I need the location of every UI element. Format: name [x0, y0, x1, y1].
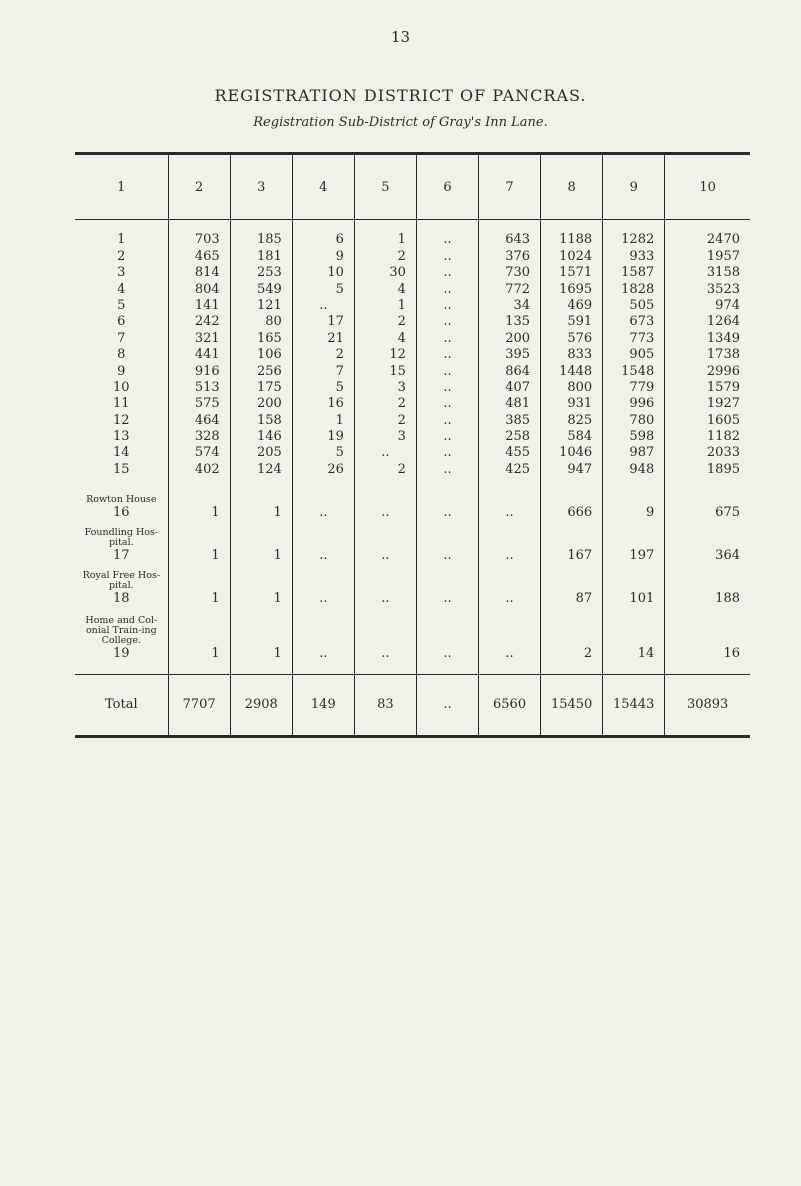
- table-body: [75, 220, 750, 675]
- row-note: Royal Free Hos-pital.: [82, 569, 161, 591]
- table-cell: 1828: [603, 281, 665, 297]
- row-note: Rowton House: [86, 493, 157, 505]
- spacer-cell: [603, 220, 665, 233]
- table-cell: 673: [603, 314, 665, 330]
- table-cell: 321: [168, 330, 230, 346]
- table-cell: 481: [479, 396, 541, 412]
- row-note: Foundling Hos-pital.: [84, 526, 159, 548]
- page-subtitle: Registration Sub-District of Gray's Inn Lane.: [253, 115, 548, 130]
- statistics-table-container: [75, 152, 750, 738]
- table-cell: 948: [603, 461, 665, 477]
- total-label: Total: [75, 674, 168, 736]
- table-cell: 773: [603, 330, 665, 346]
- table-cell: 3158: [665, 265, 750, 281]
- table-cell: 256: [230, 363, 292, 379]
- table-cell: 34: [479, 298, 541, 314]
- table-cell: 464: [168, 412, 230, 428]
- table-cell: 1587: [603, 265, 665, 281]
- table-cell: 1: [354, 298, 416, 314]
- row-label-cell: 8: [117, 347, 126, 363]
- table-cell: 772: [479, 281, 541, 297]
- table-cell: 1046: [541, 445, 603, 461]
- table-cell: 200: [479, 330, 541, 346]
- column-header: 5: [354, 154, 416, 220]
- column-header: 10: [665, 154, 750, 220]
- table-cell: 598: [603, 429, 665, 445]
- page-title: REGISTRATION DISTRICT OF PANCRAS.: [214, 86, 587, 105]
- column-header: 8: [541, 154, 603, 220]
- table-cell: 703: [168, 232, 230, 248]
- table-cell: ..: [354, 445, 416, 461]
- table-cell: ..: [416, 521, 478, 564]
- table-cell: 15: [354, 363, 416, 379]
- spacer-cell: [75, 662, 168, 675]
- table-cell: 576: [541, 330, 603, 346]
- table-cell: 1349: [665, 330, 750, 346]
- table-cell: 780: [603, 412, 665, 428]
- row-label-cell: 11: [113, 396, 130, 412]
- table-cell: 188: [665, 564, 750, 607]
- spacer-cell: [665, 662, 750, 675]
- table-cell: 9: [292, 248, 354, 264]
- spacer-cell: [354, 662, 416, 675]
- table-cell: ..: [416, 281, 478, 297]
- table-cell: ..: [292, 564, 354, 607]
- table-cell: 121: [230, 298, 292, 314]
- row-number: 16: [113, 504, 130, 520]
- table-cell: 643: [479, 232, 541, 248]
- row-label-cell: [75, 564, 168, 607]
- row-label-cell: 2: [117, 248, 126, 264]
- table-cell: ..: [479, 478, 541, 521]
- header-row: [75, 154, 750, 220]
- row-label-cell: [75, 478, 168, 521]
- table-cell: 1571: [541, 265, 603, 281]
- table-cell: 1: [168, 478, 230, 521]
- table-cell: 2996: [665, 363, 750, 379]
- row-label-cell: [75, 521, 168, 564]
- spacer-cell: [541, 220, 603, 233]
- table-row: [75, 265, 750, 281]
- table-cell: 1024: [541, 248, 603, 264]
- row-label-cell: 5: [117, 297, 126, 313]
- table-cell: 2: [354, 412, 416, 428]
- table-cell: 242: [168, 314, 230, 330]
- column-header: 2: [168, 154, 230, 220]
- spacer-cell: [230, 220, 292, 233]
- table-cell: 1957: [665, 248, 750, 264]
- table-cell: ..: [416, 607, 478, 662]
- table-cell: 185: [230, 232, 292, 248]
- table-cell: 800: [541, 380, 603, 396]
- table-row: [75, 564, 750, 607]
- row-note: Home and Col-onial Train-ing College.: [85, 614, 158, 646]
- table-cell: 1: [168, 521, 230, 564]
- table-cell: ..: [416, 265, 478, 281]
- spacer-cell: [230, 662, 292, 675]
- table-cell: ..: [416, 347, 478, 363]
- table-cell: 1448: [541, 363, 603, 379]
- total-cell: 7707: [168, 674, 230, 736]
- total-cell: 2908: [230, 674, 292, 736]
- table-cell: 205: [230, 445, 292, 461]
- table-cell: 584: [541, 429, 603, 445]
- table-cell: 3: [354, 429, 416, 445]
- table-cell: 675: [665, 478, 750, 521]
- table-cell: 135: [479, 314, 541, 330]
- table-cell: ..: [479, 521, 541, 564]
- table-cell: 1738: [665, 347, 750, 363]
- table-cell: ..: [416, 396, 478, 412]
- table-cell: 1188: [541, 232, 603, 248]
- table-cell: 2: [354, 314, 416, 330]
- table-cell: 106: [230, 347, 292, 363]
- table-cell: 666: [541, 478, 603, 521]
- table-cell: 402: [168, 461, 230, 477]
- table-cell: ..: [354, 521, 416, 564]
- table-cell: 2: [292, 347, 354, 363]
- table-cell: ..: [292, 607, 354, 662]
- spacer-cell: [665, 220, 750, 233]
- spacer-cell: [416, 662, 478, 675]
- table-row: [75, 429, 750, 445]
- spacer-cell: [292, 662, 354, 675]
- table-cell: 1: [230, 478, 292, 521]
- table-cell: ..: [354, 607, 416, 662]
- table-cell: 505: [603, 298, 665, 314]
- table-row: [75, 461, 750, 477]
- table-cell: 730: [479, 265, 541, 281]
- table-cell: ..: [292, 298, 354, 314]
- table-cell: 7: [292, 363, 354, 379]
- spacer-row: [75, 220, 750, 233]
- table-cell: ..: [416, 330, 478, 346]
- table-cell: 591: [541, 314, 603, 330]
- table-cell: 80: [230, 314, 292, 330]
- table-cell: ..: [416, 564, 478, 607]
- table-cell: 1695: [541, 281, 603, 297]
- table-cell: ..: [416, 248, 478, 264]
- table-row: [75, 412, 750, 428]
- table-cell: 1: [354, 232, 416, 248]
- table-cell: 1: [230, 564, 292, 607]
- table-cell: ..: [416, 445, 478, 461]
- table-row: [75, 347, 750, 363]
- table-cell: 197: [603, 521, 665, 564]
- spacer-cell: [292, 220, 354, 233]
- table-row: [75, 232, 750, 248]
- spacer-row: [75, 662, 750, 675]
- table-cell: 385: [479, 412, 541, 428]
- column-header: 6: [416, 154, 478, 220]
- table-cell: 465: [168, 248, 230, 264]
- table-cell: 574: [168, 445, 230, 461]
- table-row: [75, 248, 750, 264]
- spacer-cell: [603, 662, 665, 675]
- table-cell: 30: [354, 265, 416, 281]
- table-cell: 1927: [665, 396, 750, 412]
- table-cell: 17: [292, 314, 354, 330]
- table-cell: 19: [292, 429, 354, 445]
- total-cell: 6560: [479, 674, 541, 736]
- table-row: [75, 298, 750, 314]
- row-number: 18: [113, 590, 130, 606]
- row-label-cell: 14: [113, 445, 130, 461]
- table-row: [75, 363, 750, 379]
- table-cell: ..: [416, 363, 478, 379]
- spacer-cell: [354, 220, 416, 233]
- table-cell: 1182: [665, 429, 750, 445]
- table-cell: 441: [168, 347, 230, 363]
- table-cell: 996: [603, 396, 665, 412]
- table-cell: 513: [168, 380, 230, 396]
- table-cell: 253: [230, 265, 292, 281]
- table-cell: 364: [665, 521, 750, 564]
- table-cell: 2470: [665, 232, 750, 248]
- spacer-cell: [416, 220, 478, 233]
- table-cell: 825: [541, 412, 603, 428]
- table-cell: 4: [354, 281, 416, 297]
- spacer-cell: [479, 220, 541, 233]
- row-label-cell: 13: [113, 429, 130, 445]
- table-cell: 407: [479, 380, 541, 396]
- table-cell: 2033: [665, 445, 750, 461]
- table-cell: ..: [416, 314, 478, 330]
- table-cell: 933: [603, 248, 665, 264]
- table-cell: 165: [230, 330, 292, 346]
- table-cell: ..: [292, 478, 354, 521]
- table-cell: 974: [665, 298, 750, 314]
- table-cell: 258: [479, 429, 541, 445]
- table-cell: 1: [168, 564, 230, 607]
- table-row: [75, 396, 750, 412]
- table-cell: ..: [416, 298, 478, 314]
- total-cell: 83: [354, 674, 416, 736]
- table-cell: 905: [603, 347, 665, 363]
- table-cell: 1548: [603, 363, 665, 379]
- table-cell: 1605: [665, 412, 750, 428]
- table-cell: ..: [416, 232, 478, 248]
- table-cell: 469: [541, 298, 603, 314]
- table-cell: 181: [230, 248, 292, 264]
- table-cell: 916: [168, 363, 230, 379]
- table-cell: 141: [168, 298, 230, 314]
- column-header: 7: [479, 154, 541, 220]
- table-cell: ..: [479, 607, 541, 662]
- table-cell: ..: [416, 412, 478, 428]
- table-cell: 3: [354, 380, 416, 396]
- row-label-cell: 3: [117, 265, 126, 281]
- table-cell: 987: [603, 445, 665, 461]
- table-cell: 2: [354, 461, 416, 477]
- table-cell: 87: [541, 564, 603, 607]
- table-cell: 1: [230, 521, 292, 564]
- table-cell: 575: [168, 396, 230, 412]
- table-cell: 328: [168, 429, 230, 445]
- row-label-cell: 7: [117, 330, 126, 346]
- table-cell: 158: [230, 412, 292, 428]
- table-row: [75, 478, 750, 521]
- spacer-cell: [541, 662, 603, 675]
- row-label-cell: 1: [117, 232, 126, 248]
- table-cell: ..: [354, 564, 416, 607]
- total-cell: 30893: [665, 674, 750, 736]
- table-cell: 12: [354, 347, 416, 363]
- table-cell: 1282: [603, 232, 665, 248]
- table-cell: 21: [292, 330, 354, 346]
- column-header: 9: [603, 154, 665, 220]
- row-label-cell: 15: [113, 461, 130, 477]
- table-cell: 9: [603, 478, 665, 521]
- table-cell: 455: [479, 445, 541, 461]
- spacer-cell: [75, 220, 168, 233]
- column-header: 3: [230, 154, 292, 220]
- table-cell: 833: [541, 347, 603, 363]
- row-label-cell: 12: [113, 412, 130, 428]
- table-cell: 425: [479, 461, 541, 477]
- table-cell: 16: [665, 607, 750, 662]
- table-row: [75, 521, 750, 564]
- table-cell: 4: [354, 330, 416, 346]
- table-cell: ..: [416, 380, 478, 396]
- total-row: [75, 674, 750, 736]
- table-row: [75, 330, 750, 346]
- table-cell: 814: [168, 265, 230, 281]
- table-cell: ..: [416, 478, 478, 521]
- row-label-cell: [75, 607, 168, 662]
- table-row: [75, 380, 750, 396]
- row-label-cell: 9: [117, 363, 126, 379]
- total-cell: 15443: [603, 674, 665, 736]
- column-header: 1: [75, 154, 168, 220]
- table-cell: 931: [541, 396, 603, 412]
- table-cell: 6: [292, 232, 354, 248]
- table-cell: 864: [479, 363, 541, 379]
- table-row: [75, 314, 750, 330]
- table-cell: 1895: [665, 461, 750, 477]
- table-cell: 26: [292, 461, 354, 477]
- row-number: 17: [113, 547, 130, 563]
- statistics-table: [75, 152, 750, 738]
- table-cell: 947: [541, 461, 603, 477]
- table-cell: 804: [168, 281, 230, 297]
- table-cell: 1: [292, 412, 354, 428]
- page-number: 13: [390, 28, 411, 46]
- table-cell: 2: [354, 396, 416, 412]
- row-label-cell: 4: [117, 281, 126, 297]
- table-cell: 14: [603, 607, 665, 662]
- total-cell: ..: [416, 674, 478, 736]
- table-cell: 3523: [665, 281, 750, 297]
- table-cell: 376: [479, 248, 541, 264]
- table-cell: 1579: [665, 380, 750, 396]
- table-cell: 5: [292, 445, 354, 461]
- table-cell: 101: [603, 564, 665, 607]
- row-label-cell: 10: [113, 379, 130, 395]
- table-cell: 10: [292, 265, 354, 281]
- table-row: [75, 607, 750, 662]
- table-cell: 5: [292, 380, 354, 396]
- table-cell: 395: [479, 347, 541, 363]
- spacer-cell: [168, 662, 230, 675]
- table-cell: 124: [230, 461, 292, 477]
- column-header: 4: [292, 154, 354, 220]
- table-cell: 16: [292, 396, 354, 412]
- table-cell: 779: [603, 380, 665, 396]
- table-cell: ..: [292, 521, 354, 564]
- table-cell: 5: [292, 281, 354, 297]
- table-cell: 1: [168, 607, 230, 662]
- table-cell: 1: [230, 607, 292, 662]
- table-cell: ..: [416, 429, 478, 445]
- table-cell: 1264: [665, 314, 750, 330]
- table-cell: ..: [416, 461, 478, 477]
- row-number: 19: [113, 645, 130, 661]
- table-cell: 146: [230, 429, 292, 445]
- spacer-cell: [479, 662, 541, 675]
- table-cell: 549: [230, 281, 292, 297]
- total-cell: 149: [292, 674, 354, 736]
- table-cell: 167: [541, 521, 603, 564]
- row-label-cell: 6: [117, 314, 126, 330]
- table-row: [75, 445, 750, 461]
- table-cell: 175: [230, 380, 292, 396]
- table-cell: ..: [354, 478, 416, 521]
- total-cell: 15450: [541, 674, 603, 736]
- spacer-cell: [168, 220, 230, 233]
- table-cell: 2: [354, 248, 416, 264]
- table-cell: ..: [479, 564, 541, 607]
- table-cell: 2: [541, 607, 603, 662]
- table-cell: 200: [230, 396, 292, 412]
- table-row: [75, 281, 750, 297]
